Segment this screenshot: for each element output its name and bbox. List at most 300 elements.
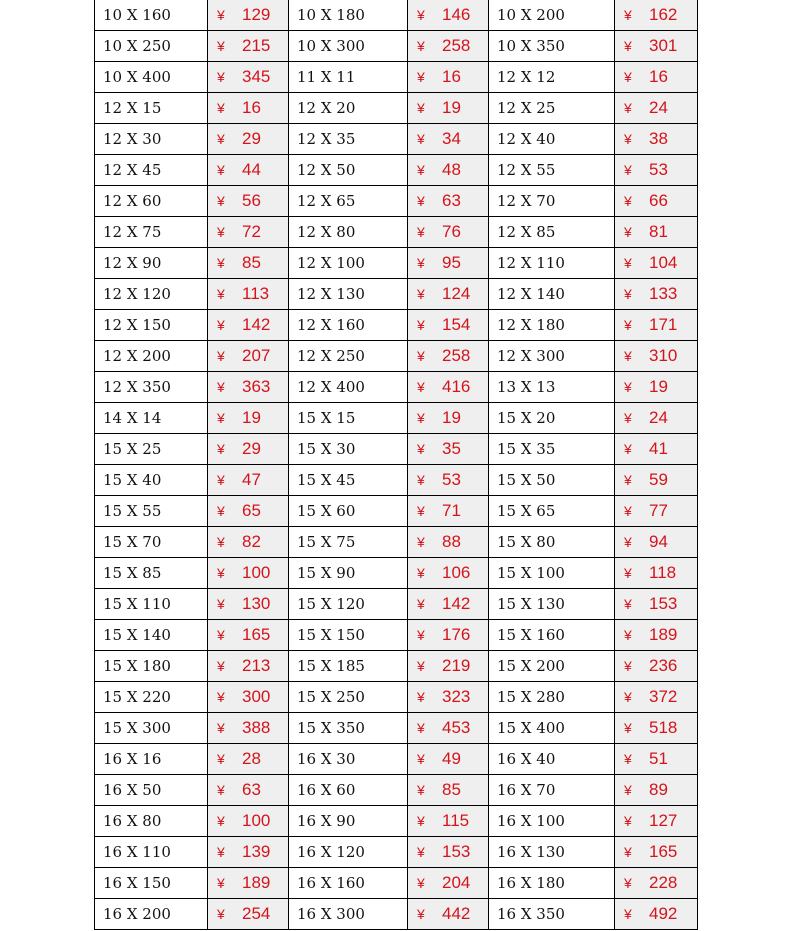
price-cell bbox=[208, 62, 289, 93]
currency-symbol: ¥ bbox=[624, 875, 632, 891]
size-cell: 16 X 30 bbox=[289, 744, 408, 775]
size-cell: 15 X 20 bbox=[489, 403, 615, 434]
price-value: 219 bbox=[442, 656, 471, 675]
price-cell bbox=[208, 403, 289, 434]
price-value: 82 bbox=[242, 532, 261, 551]
currency-symbol: ¥ bbox=[217, 472, 225, 488]
size-cell: 12 X 120 bbox=[95, 279, 208, 310]
price-value: 47 bbox=[242, 470, 261, 489]
currency-symbol: ¥ bbox=[417, 534, 425, 550]
size-cell: 15 X 55 bbox=[95, 496, 208, 527]
size-cell: 12 X 250 bbox=[289, 341, 408, 372]
price-value: 301 bbox=[649, 36, 678, 55]
price-value: 16 bbox=[649, 67, 668, 86]
size-cell: 10 X 400 bbox=[95, 62, 208, 93]
price-value: 16 bbox=[242, 98, 261, 117]
price-cell bbox=[208, 651, 289, 682]
price-value: 416 bbox=[442, 377, 471, 396]
price-cell bbox=[408, 155, 489, 186]
table-row bbox=[95, 434, 698, 465]
currency-symbol: ¥ bbox=[624, 38, 632, 54]
size-cell: 12 X 110 bbox=[489, 248, 615, 279]
currency-symbol: ¥ bbox=[624, 100, 632, 116]
currency-symbol: ¥ bbox=[417, 472, 425, 488]
currency-symbol: ¥ bbox=[217, 193, 225, 209]
currency-symbol: ¥ bbox=[217, 844, 225, 860]
size-cell: 10 X 180 bbox=[289, 0, 408, 31]
price-cell bbox=[408, 899, 489, 930]
price-table-body bbox=[95, 0, 698, 930]
price-cell bbox=[408, 465, 489, 496]
table-row bbox=[95, 651, 698, 682]
size-cell: 15 X 25 bbox=[95, 434, 208, 465]
size-cell: 16 X 120 bbox=[289, 837, 408, 868]
currency-symbol: ¥ bbox=[624, 565, 632, 581]
size-cell: 16 X 130 bbox=[489, 837, 615, 868]
price-value: 388 bbox=[242, 718, 271, 737]
price-value: 19 bbox=[442, 98, 461, 117]
price-cell bbox=[615, 93, 698, 124]
size-cell: 12 X 75 bbox=[95, 217, 208, 248]
size-cell: 15 X 300 bbox=[95, 713, 208, 744]
currency-symbol: ¥ bbox=[417, 131, 425, 147]
price-cell bbox=[408, 0, 489, 31]
price-cell bbox=[615, 31, 698, 62]
table-row bbox=[95, 31, 698, 62]
price-value: 100 bbox=[242, 563, 271, 582]
currency-symbol: ¥ bbox=[417, 906, 425, 922]
size-cell: 16 X 160 bbox=[289, 868, 408, 899]
price-cell bbox=[615, 837, 698, 868]
size-cell: 15 X 160 bbox=[489, 620, 615, 651]
currency-symbol: ¥ bbox=[417, 720, 425, 736]
price-cell bbox=[615, 775, 698, 806]
price-value: 207 bbox=[242, 346, 271, 365]
price-value: 258 bbox=[442, 346, 471, 365]
size-cell: 12 X 50 bbox=[289, 155, 408, 186]
price-value: 59 bbox=[649, 470, 668, 489]
price-cell bbox=[408, 62, 489, 93]
size-cell: 15 X 100 bbox=[489, 558, 615, 589]
currency-symbol: ¥ bbox=[624, 658, 632, 674]
size-cell: 16 X 40 bbox=[489, 744, 615, 775]
currency-symbol: ¥ bbox=[417, 658, 425, 674]
price-value: 254 bbox=[242, 904, 271, 923]
price-cell bbox=[408, 713, 489, 744]
price-value: 453 bbox=[442, 718, 471, 737]
size-cell: 13 X 13 bbox=[489, 372, 615, 403]
size-cell: 16 X 80 bbox=[95, 806, 208, 837]
size-cell: 12 X 300 bbox=[489, 341, 615, 372]
price-value: 139 bbox=[242, 842, 271, 861]
size-cell: 12 X 15 bbox=[95, 93, 208, 124]
currency-symbol: ¥ bbox=[624, 69, 632, 85]
price-value: 56 bbox=[242, 191, 261, 210]
price-cell bbox=[615, 62, 698, 93]
currency-symbol: ¥ bbox=[217, 100, 225, 116]
size-cell: 12 X 200 bbox=[95, 341, 208, 372]
currency-symbol: ¥ bbox=[217, 131, 225, 147]
currency-symbol: ¥ bbox=[217, 720, 225, 736]
price-value: 236 bbox=[649, 656, 678, 675]
price-cell bbox=[208, 527, 289, 558]
currency-symbol: ¥ bbox=[624, 317, 632, 333]
price-value: 77 bbox=[649, 501, 668, 520]
currency-symbol: ¥ bbox=[217, 534, 225, 550]
price-value: 165 bbox=[649, 842, 678, 861]
size-cell: 12 X 55 bbox=[489, 155, 615, 186]
price-value: 65 bbox=[242, 501, 261, 520]
size-cell: 15 X 350 bbox=[289, 713, 408, 744]
table-row bbox=[95, 837, 698, 868]
currency-symbol: ¥ bbox=[624, 751, 632, 767]
table-row bbox=[95, 465, 698, 496]
currency-symbol: ¥ bbox=[217, 813, 225, 829]
price-cell bbox=[208, 186, 289, 217]
size-cell: 12 X 70 bbox=[489, 186, 615, 217]
size-cell: 15 X 200 bbox=[489, 651, 615, 682]
size-cell: 16 X 300 bbox=[289, 899, 408, 930]
price-cell bbox=[615, 186, 698, 217]
size-cell: 15 X 120 bbox=[289, 589, 408, 620]
price-value: 88 bbox=[442, 532, 461, 551]
currency-symbol: ¥ bbox=[217, 751, 225, 767]
size-cell: 16 X 110 bbox=[95, 837, 208, 868]
price-value: 171 bbox=[649, 315, 678, 334]
table-row bbox=[95, 93, 698, 124]
size-cell: 12 X 180 bbox=[489, 310, 615, 341]
price-value: 63 bbox=[242, 780, 261, 799]
currency-symbol: ¥ bbox=[217, 224, 225, 240]
table-row bbox=[95, 589, 698, 620]
table-row bbox=[95, 217, 698, 248]
currency-symbol: ¥ bbox=[417, 286, 425, 302]
size-cell: 12 X 35 bbox=[289, 124, 408, 155]
size-cell: 12 X 140 bbox=[489, 279, 615, 310]
currency-symbol: ¥ bbox=[417, 596, 425, 612]
price-value: 100 bbox=[242, 811, 271, 830]
size-cell: 15 X 70 bbox=[95, 527, 208, 558]
price-cell bbox=[408, 341, 489, 372]
table-row bbox=[95, 558, 698, 589]
currency-symbol: ¥ bbox=[417, 379, 425, 395]
price-cell bbox=[408, 93, 489, 124]
price-value: 104 bbox=[649, 253, 678, 272]
price-cell bbox=[615, 465, 698, 496]
table-row bbox=[95, 372, 698, 403]
price-value: 154 bbox=[442, 315, 471, 334]
currency-symbol: ¥ bbox=[624, 472, 632, 488]
table-row bbox=[95, 155, 698, 186]
currency-symbol: ¥ bbox=[217, 503, 225, 519]
currency-symbol: ¥ bbox=[217, 7, 225, 23]
price-cell bbox=[208, 837, 289, 868]
price-value: 323 bbox=[442, 687, 471, 706]
size-cell: 16 X 150 bbox=[95, 868, 208, 899]
price-value: 35 bbox=[442, 439, 461, 458]
size-cell: 15 X 90 bbox=[289, 558, 408, 589]
size-cell: 15 X 75 bbox=[289, 527, 408, 558]
table-row bbox=[95, 527, 698, 558]
table-row bbox=[95, 620, 698, 651]
currency-symbol: ¥ bbox=[217, 69, 225, 85]
price-value: 71 bbox=[442, 501, 461, 520]
size-cell: 10 X 160 bbox=[95, 0, 208, 31]
price-value: 89 bbox=[649, 780, 668, 799]
size-cell: 10 X 250 bbox=[95, 31, 208, 62]
price-value: 29 bbox=[242, 129, 261, 148]
currency-symbol: ¥ bbox=[417, 100, 425, 116]
currency-symbol: ¥ bbox=[217, 565, 225, 581]
currency-symbol: ¥ bbox=[624, 503, 632, 519]
table-row bbox=[95, 62, 698, 93]
price-cell bbox=[615, 589, 698, 620]
price-cell bbox=[615, 806, 698, 837]
size-cell: 16 X 16 bbox=[95, 744, 208, 775]
price-value: 300 bbox=[242, 687, 271, 706]
size-cell: 16 X 350 bbox=[489, 899, 615, 930]
price-cell bbox=[208, 341, 289, 372]
table-row bbox=[95, 186, 698, 217]
currency-symbol: ¥ bbox=[624, 410, 632, 426]
currency-symbol: ¥ bbox=[624, 441, 632, 457]
currency-symbol: ¥ bbox=[624, 379, 632, 395]
table-row bbox=[95, 248, 698, 279]
price-value: 95 bbox=[442, 253, 461, 272]
size-cell: 12 X 40 bbox=[489, 124, 615, 155]
currency-symbol: ¥ bbox=[624, 844, 632, 860]
size-cell: 15 X 45 bbox=[289, 465, 408, 496]
size-cell: 15 X 65 bbox=[489, 496, 615, 527]
price-value: 81 bbox=[649, 222, 668, 241]
price-cell bbox=[615, 155, 698, 186]
price-cell bbox=[208, 806, 289, 837]
currency-symbol: ¥ bbox=[417, 410, 425, 426]
currency-symbol: ¥ bbox=[624, 627, 632, 643]
price-value: 442 bbox=[442, 904, 471, 923]
price-table bbox=[94, 0, 698, 930]
price-cell bbox=[208, 155, 289, 186]
size-cell: 12 X 160 bbox=[289, 310, 408, 341]
price-value: 153 bbox=[442, 842, 471, 861]
currency-symbol: ¥ bbox=[624, 720, 632, 736]
currency-symbol: ¥ bbox=[217, 379, 225, 395]
size-cell: 16 X 90 bbox=[289, 806, 408, 837]
price-cell bbox=[208, 124, 289, 155]
size-cell: 12 X 130 bbox=[289, 279, 408, 310]
size-cell: 15 X 150 bbox=[289, 620, 408, 651]
currency-symbol: ¥ bbox=[217, 162, 225, 178]
currency-symbol: ¥ bbox=[417, 193, 425, 209]
price-value: 127 bbox=[649, 811, 678, 830]
size-cell: 15 X 220 bbox=[95, 682, 208, 713]
table-row bbox=[95, 341, 698, 372]
size-cell: 12 X 20 bbox=[289, 93, 408, 124]
currency-symbol: ¥ bbox=[624, 255, 632, 271]
size-cell: 12 X 400 bbox=[289, 372, 408, 403]
price-cell bbox=[615, 868, 698, 899]
currency-symbol: ¥ bbox=[417, 875, 425, 891]
price-cell bbox=[408, 868, 489, 899]
currency-symbol: ¥ bbox=[217, 286, 225, 302]
currency-symbol: ¥ bbox=[217, 317, 225, 333]
price-value: 16 bbox=[442, 67, 461, 86]
price-cell bbox=[408, 806, 489, 837]
price-cell bbox=[615, 682, 698, 713]
currency-symbol: ¥ bbox=[624, 906, 632, 922]
currency-symbol: ¥ bbox=[417, 565, 425, 581]
currency-symbol: ¥ bbox=[624, 689, 632, 705]
price-cell bbox=[615, 713, 698, 744]
price-value: 215 bbox=[242, 36, 271, 55]
price-cell bbox=[208, 465, 289, 496]
currency-symbol: ¥ bbox=[217, 410, 225, 426]
price-cell bbox=[408, 558, 489, 589]
price-cell bbox=[408, 837, 489, 868]
size-cell: 12 X 350 bbox=[95, 372, 208, 403]
price-value: 129 bbox=[242, 5, 271, 24]
currency-symbol: ¥ bbox=[417, 255, 425, 271]
price-cell bbox=[408, 744, 489, 775]
currency-symbol: ¥ bbox=[624, 782, 632, 798]
price-cell bbox=[208, 434, 289, 465]
price-value: 85 bbox=[442, 780, 461, 799]
price-cell bbox=[408, 496, 489, 527]
price-value: 53 bbox=[649, 160, 668, 179]
price-value: 51 bbox=[649, 749, 668, 768]
size-cell: 10 X 350 bbox=[489, 31, 615, 62]
price-value: 38 bbox=[649, 129, 668, 148]
currency-symbol: ¥ bbox=[624, 7, 632, 23]
currency-symbol: ¥ bbox=[417, 689, 425, 705]
price-cell bbox=[208, 589, 289, 620]
size-cell: 12 X 45 bbox=[95, 155, 208, 186]
price-value: 133 bbox=[649, 284, 678, 303]
size-cell: 12 X 85 bbox=[489, 217, 615, 248]
price-cell bbox=[615, 558, 698, 589]
price-cell bbox=[208, 248, 289, 279]
price-value: 24 bbox=[649, 408, 668, 427]
size-cell: 15 X 60 bbox=[289, 496, 408, 527]
price-cell bbox=[208, 372, 289, 403]
price-value: 363 bbox=[242, 377, 271, 396]
price-value: 518 bbox=[649, 718, 678, 737]
currency-symbol: ¥ bbox=[217, 627, 225, 643]
currency-symbol: ¥ bbox=[217, 906, 225, 922]
price-cell bbox=[408, 31, 489, 62]
price-cell bbox=[208, 744, 289, 775]
price-cell bbox=[208, 279, 289, 310]
price-value: 124 bbox=[442, 284, 471, 303]
currency-symbol: ¥ bbox=[624, 596, 632, 612]
price-value: 34 bbox=[442, 129, 461, 148]
price-cell bbox=[408, 372, 489, 403]
currency-symbol: ¥ bbox=[624, 224, 632, 240]
currency-symbol: ¥ bbox=[417, 751, 425, 767]
table-row bbox=[95, 496, 698, 527]
size-cell: 12 X 90 bbox=[95, 248, 208, 279]
price-value: 310 bbox=[649, 346, 678, 365]
price-cell bbox=[208, 558, 289, 589]
size-cell: 15 X 50 bbox=[489, 465, 615, 496]
price-value: 142 bbox=[242, 315, 271, 334]
currency-symbol: ¥ bbox=[217, 782, 225, 798]
price-value: 85 bbox=[242, 253, 261, 272]
size-cell: 15 X 35 bbox=[489, 434, 615, 465]
price-cell bbox=[408, 527, 489, 558]
price-cell bbox=[408, 310, 489, 341]
table-row bbox=[95, 0, 698, 31]
table-row bbox=[95, 310, 698, 341]
price-cell bbox=[615, 341, 698, 372]
price-value: 48 bbox=[442, 160, 461, 179]
price-cell bbox=[615, 310, 698, 341]
price-value: 76 bbox=[442, 222, 461, 241]
price-value: 106 bbox=[442, 563, 471, 582]
price-cell bbox=[615, 434, 698, 465]
size-cell: 15 X 400 bbox=[489, 713, 615, 744]
price-value: 130 bbox=[242, 594, 271, 613]
currency-symbol: ¥ bbox=[217, 38, 225, 54]
price-value: 204 bbox=[442, 873, 471, 892]
price-value: 19 bbox=[649, 377, 668, 396]
price-cell bbox=[408, 403, 489, 434]
price-value: 189 bbox=[649, 625, 678, 644]
table-row bbox=[95, 682, 698, 713]
price-cell bbox=[208, 682, 289, 713]
price-cell bbox=[208, 496, 289, 527]
price-cell bbox=[208, 31, 289, 62]
price-value: 345 bbox=[242, 67, 271, 86]
size-cell: 16 X 200 bbox=[95, 899, 208, 930]
currency-symbol: ¥ bbox=[417, 627, 425, 643]
currency-symbol: ¥ bbox=[417, 813, 425, 829]
currency-symbol: ¥ bbox=[624, 286, 632, 302]
size-cell: 10 X 300 bbox=[289, 31, 408, 62]
currency-symbol: ¥ bbox=[417, 162, 425, 178]
currency-symbol: ¥ bbox=[217, 875, 225, 891]
price-value: 372 bbox=[649, 687, 678, 706]
price-value: 142 bbox=[442, 594, 471, 613]
price-value: 153 bbox=[649, 594, 678, 613]
table-row bbox=[95, 744, 698, 775]
currency-symbol: ¥ bbox=[217, 689, 225, 705]
table-row bbox=[95, 806, 698, 837]
currency-symbol: ¥ bbox=[417, 38, 425, 54]
table-row bbox=[95, 279, 698, 310]
price-cell bbox=[408, 775, 489, 806]
price-cell bbox=[615, 217, 698, 248]
price-cell bbox=[208, 620, 289, 651]
table-row bbox=[95, 124, 698, 155]
size-cell: 15 X 15 bbox=[289, 403, 408, 434]
size-cell: 12 X 80 bbox=[289, 217, 408, 248]
price-cell bbox=[408, 186, 489, 217]
currency-symbol: ¥ bbox=[417, 503, 425, 519]
price-cell bbox=[208, 310, 289, 341]
price-cell bbox=[408, 124, 489, 155]
size-cell: 16 X 180 bbox=[489, 868, 615, 899]
price-value: 49 bbox=[442, 749, 461, 768]
currency-symbol: ¥ bbox=[624, 162, 632, 178]
price-value: 113 bbox=[242, 284, 270, 303]
size-cell: 16 X 70 bbox=[489, 775, 615, 806]
size-cell: 12 X 100 bbox=[289, 248, 408, 279]
currency-symbol: ¥ bbox=[417, 441, 425, 457]
currency-symbol: ¥ bbox=[624, 131, 632, 147]
price-cell bbox=[208, 93, 289, 124]
currency-symbol: ¥ bbox=[217, 255, 225, 271]
